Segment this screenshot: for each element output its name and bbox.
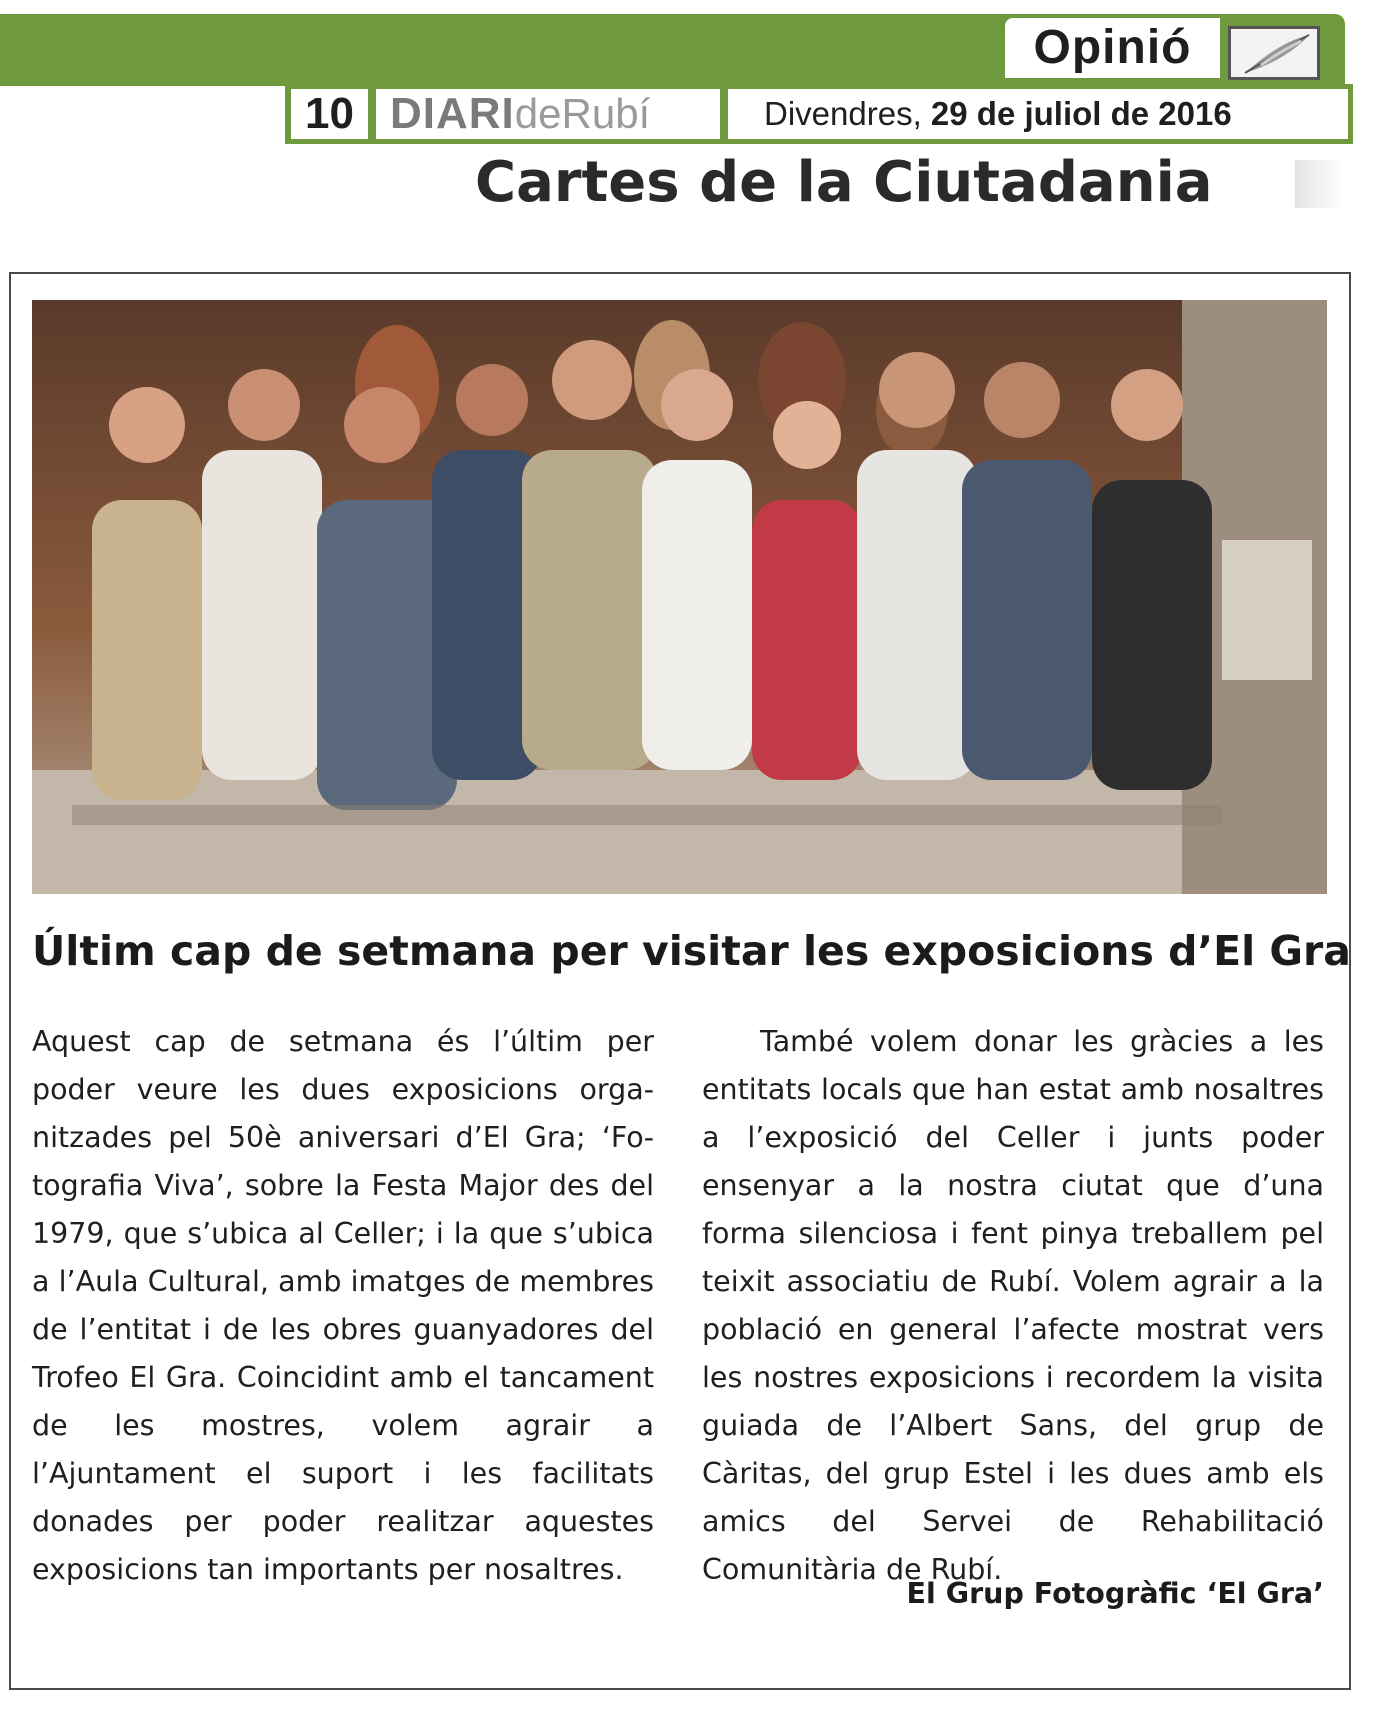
issue-date [728, 89, 1348, 139]
column-title: Cartes de la Ciutadania [475, 150, 1213, 215]
quill-icon [1228, 26, 1320, 80]
date-weekday: Divendres, [764, 95, 922, 132]
logo-derubi: deRubí [514, 90, 651, 137]
article-column-left: Aquest cap de setmana és l’últim per poder veure les dues exposicions organitzades pel 50è aniversari d’El Gra; ‘Fotografia Viva’, sobre la Festa Major des del 1979, que s’ubica al Celler; i la que s’ubica a l’Aula Cultural, amb imatges de membres de l’entitat i de les obres guanyadores del Trofeo El Gra. Coincidint amb el tancament de les mostres, volem agrair a l’Ajuntament el suport i les facilitats donades per poder realitzar aquestes exposicions tan importants per nosaltres. [32, 1025, 654, 1586]
date-full: 29 de juliol de 2016 [930, 95, 1232, 132]
article-signature: El Grup Fotogràfic ‘El Gra’ [906, 1577, 1324, 1610]
section-title: Opinió [1005, 18, 1220, 78]
article-column-right: També volem donar les gràcies a les entitats locals que han estat amb nosaltres a l’exposició del Celler i junts poder ensenyar a la nostra ciutat que d’una forma silenciosa i fent pinya treballem pel teixit associatiu de Rubí. Volem agrair a la població en general l’afecte mostrat vers les nostres exposicions i recordem la visita guiada de l’Albert Sans, del grup de Càritas, del grup Estel i les dues amb els amics del Servei de Rehabilitació Comunitària de Rubí. [702, 1025, 1324, 1586]
logo-diari: DIARI [390, 89, 515, 138]
newspaper-logo[interactable] [376, 89, 720, 139]
page-number: 10 [291, 89, 368, 139]
title-decoration [1295, 160, 1345, 208]
group-photo [32, 300, 1327, 894]
article-headline: Últim cap de setmana per visitar les exposicions d’El Gra [32, 927, 1351, 975]
